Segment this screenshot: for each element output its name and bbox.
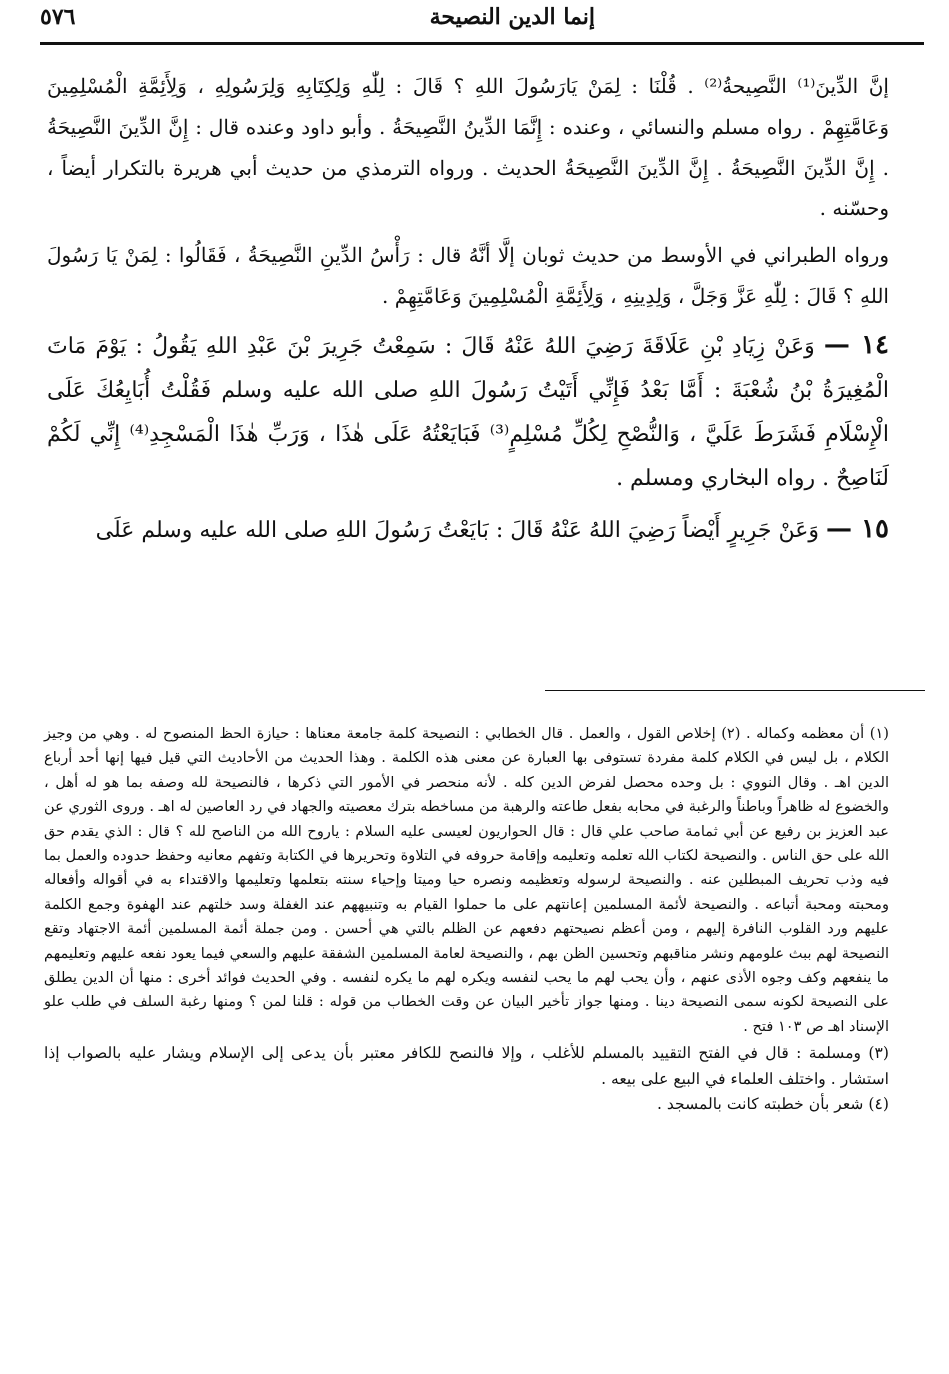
page-number: ٥٧٦ bbox=[40, 4, 76, 30]
tabarani-paragraph: ورواه الطبراني في الأوسط من حديث ثوبان إلَّا أنَّهُ قال : رَأْسُ الدِّينِ النَّصِيحَةُ ، فَقَالُوا : لِمَنْ يَا رَسُولَ اللهِ ؟ قَالَ : لِلّٰهِ عَزَّ وَجَلَّ ، وَلِدِينِهِ ، وَلِأَئِمَّةِ الْمُسْلِمِينَ وَعَامَّتِهِمْ . bbox=[47, 243, 889, 308]
hadith-text: وَعَنْ زِيَادِ بْنِ عَلَاقَةَ رَضِيَ اللهُ عَنْهُ قَالَ : سَمِعْتُ جَرِيرَ بْنَ عَبْدِ اللهِ يَقُولُ : يَوْمَ مَاتَ الْمُغِيرَةُ بْنُ شُعْبَةَ : أَمَّا بَعْدُ فَإِنِّي أَتَيْتُ رَسُولَ اللهِ صلى الله عليه وسلم فَقُلْتُ أُبَايِعُكَ عَلَى الْإِسْلَامِ فَشَرَطَ عَلَيَّ ، وَالنُّصْحِ لِكُلِّ مُسْلِمٍ⁽³⁾ فَبَايَعْتُهُ عَلَى هٰذَا ، وَرَبِّ هٰذَا الْمَسْجِدِ⁽⁴⁾ إِنِّي لَكُمْ لَنَاصِحٌ . رواه البخاري ومسلم . bbox=[47, 333, 889, 491]
footnote-rule bbox=[545, 690, 925, 691]
hadith-14 bbox=[47, 323, 889, 501]
header-rule bbox=[40, 42, 924, 45]
running-title: إنما الدين النصيحة bbox=[429, 4, 595, 30]
page-header bbox=[40, 4, 920, 40]
hadith-13-paragraph: إنَّ الدِّينَ⁽¹⁾ النَّصِيحةُ⁽²⁾ . قُلْنَا : لِمَنْ يَارَسُولَ اللهِ ؟ قَالَ : لِلّٰهِ وَلِكِتَابِهِ وَلِرَسُولِهِ ، وَلِأَئِمَّةِ الْمُسْلِمِينَ وَعَامَّتِهِمْ . رواه مسلم والنسائي ، وعنده : إِنَّمَا الدِّينُ النَّصِيحَةُ . وأبو داود وعنده قال : إِنَّ الدِّينَ النَّصِيحَةُ . إِنَّ الدِّينَ النَّصِيحَةُ . إِنَّ الدِّينَ النَّصِيحَةُ الحديث . ورواه الترمذي من حديث أبي هريرة بالتكرار أيضاً ، وحسّنه . bbox=[47, 74, 889, 221]
hadith-text: وَعَنْ جَرِيرٍ أَيْضاً رَضِيَ اللهُ عَنْهُ قَالَ : بَايَعْتُ رَسُولَ اللهِ صلى الله عليه وسلم عَلَى bbox=[95, 517, 819, 543]
main-text bbox=[47, 66, 889, 553]
footnote-3: (٣) ومسلمة : قال في الفتح التقييد بالمسلم للأغلب ، وإلا فالنصح للكافر معتبر بأن يدعى إلى الإسلام ويشار عليه بالصواب إذا استشار . واختلف العلماء في البيع على بيعه . bbox=[44, 1044, 889, 1088]
hadith-number: ١٥ — bbox=[826, 513, 889, 544]
hadith-number: ١٤ — bbox=[823, 329, 889, 360]
footnotes bbox=[44, 722, 889, 1118]
footnote-4: (٤) شعر بأن خطبته كانت بالمسجد . bbox=[656, 1095, 889, 1114]
footnote-1-2: (١) أن معظمه وكماله . (٢) إخلاص القول ، والعمل . قال الخطابي : النصيحة كلمة جامعة معناها : حيازة الحظ المنصوح له . وهي من وجيز الكلام ، بل ليس في الكلام كلمة مفردة تستوفى بها العبارة عن معنى هذه الكلمة . وهذا الحديث من الأحاديث التي قيل فيها إنها أحد أرباع الدين اهـ . وقال النووي : بل وحده محصل لفرض الدين كله . لأنه منحصر في الأمور التي ذكرها ، فالنصيحة لله وصفه بما هو له أهل ، والخضوع له ظاهراً وباطناً والرغبة في محابه بفعل طاعته والرهبة من مساخطه بترك معصيته والجهاد في رد العاصين له اهـ . وروى الثوري عن عبد العزيز بن رفيع عن أبي ثمامة صاحب علي قال : قال الحواريون لعيسى عليه السلام : ياروح الله من الناصح لله ؟ قال : الذي يقدم حق الله على حق الناس . والنصيحة لكتاب الله تعلمه وتعليمه وإقامة حروفه في التلاوة وتحريرها في الكتابة وتفهم معانيه وحفظ حدوده والعمل بما فيه وذب تحريف المبطلين عنه . والنصيحة لرسوله وتعظيمه ونصره حيا وميتا وإحياء سنته بتعلمها وتعليمها والاقتداء به في أقواله وأفعاله ومحبته ومحبة أتباعه . والنصيحة لأئمة المسلمين إعانتهم على ما حملوا القيام به وتنبيههم عند الغفلة وسد خلتهم عند الهفوة وجمع الكلمة عليهم ورد القلوب النافرة إليهم ، ومن أعظم نصيحتهم دفعهم عن الظلم بالتي هي أحسن . ومن جملة أئمة المسلمين أئمة الاجتهاد وتقع النصيحة لهم ببث علومهم ونشر مناقبهم وتحسين الظن بهم ، والنصيحة لعامة المسلمين الشفقة عليهم والسعي فيما يعود نفعه عليهم وتعليمهم ما ينفعهم وكف وجوه الأذى عنهم ، وأن يحب لهم ما يحب لنفسه ويكره لهم ما يكره لنفسه . وفي الحديث فوائد أخرى : منها أن الدين يطلق على النصيحة لكونه سمى النصيحة دينا . ومنها جواز تأخير البيان عن وقت الخطاب من قوله : قلنا لمن ؟ ومنها رغبة السلف في طلب علو الإسناد اهـ ص ١٠٣ فتح . bbox=[44, 725, 890, 1035]
hadith-15 bbox=[47, 507, 889, 553]
